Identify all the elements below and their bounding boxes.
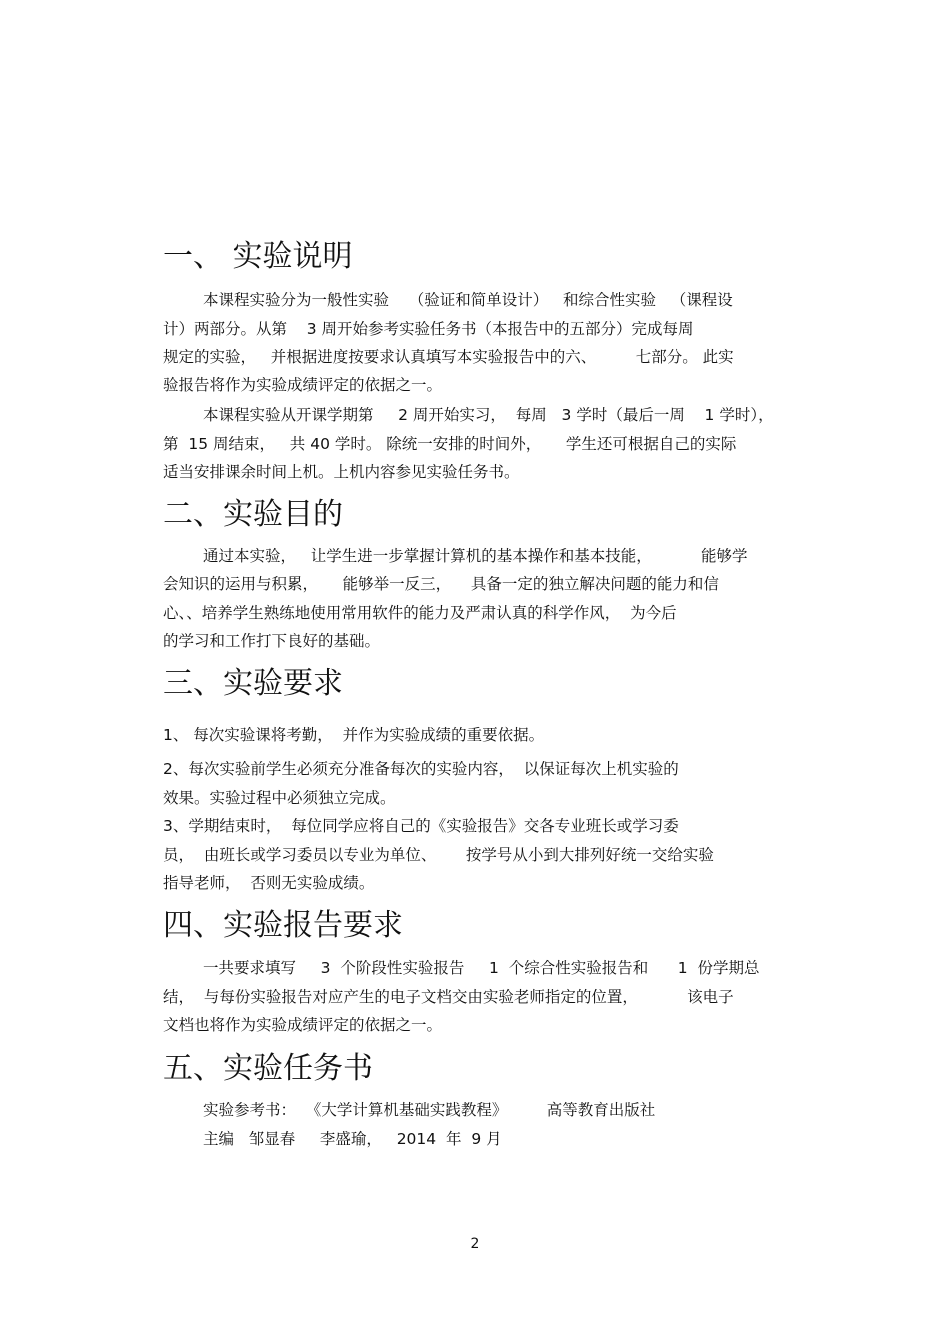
section-1-line-6: 第 15 周结束， 共 40 学时。 除统一安排的时间外， 学生还可根据自己的实际 — [163, 435, 737, 453]
section-heading-4: 四、实验报告要求 — [163, 908, 403, 943]
section-5-line-2: 主编 邹显春 李盛瑜， 2014 年 9 月 — [203, 1130, 502, 1148]
section-2-line-2: 会知识的运用与积累， 能够举一反三， 具备一定的独立解决问题的能力和信 — [163, 575, 719, 593]
section-3-line-6: 指导老师， 否则无实验成绩。 — [163, 874, 375, 892]
section-heading-1: 一、 实验说明 — [163, 239, 353, 274]
section-3-line-2: 2、每次实验前学生必须充分准备每次的实验内容， 以保证每次上机实验的 — [163, 760, 679, 778]
section-1-line-1: 本课程实验分为一般性实验 （验证和简单设计） 和综合性实验 （课程设 — [203, 291, 733, 309]
section-2-line-1: 通过本实验， 让学生进一步掌握计算机的基本操作和基本技能， 能够学 — [203, 547, 748, 565]
section-3-line-5: 员， 由班长或学习委员以专业为单位、 按学号从小到大排列好统一交给实验 — [163, 846, 714, 864]
section-1-line-4: 验报告将作为实验成绩评定的依据之一。 — [163, 376, 443, 394]
section-heading-3: 三、实验要求 — [163, 666, 343, 701]
section-2-line-4: 的学习和工作打下良好的基础。 — [163, 632, 381, 650]
section-5-line-1: 实验参考书： 《大学计算机基础实践教程》 高等教育出版社 — [203, 1101, 656, 1119]
section-4-line-1: 一共要求填写 3 个阶段性实验报告 1 个综合性实验报告和 1 份学期总 — [203, 959, 760, 977]
section-3-line-4: 3、学期结束时， 每位同学应将自己的《实验报告》交各专业班长或学习委 — [163, 817, 679, 835]
section-3-line-1: 1、 每次实验课将考勤， 并作为实验成绩的重要依据。 — [163, 726, 545, 744]
page-number: 2 — [470, 1236, 480, 1252]
section-heading-5: 五、实验任务书 — [163, 1051, 373, 1086]
section-1-line-5: 本课程实验从开课学期第 2 周开始实习， 每周 3 学时（最后一周 1 学时）， — [203, 406, 774, 424]
section-4-line-3: 文档也将作为实验成绩评定的依据之一。 — [163, 1016, 443, 1034]
section-4-line-2: 结， 与每份实验报告对应产生的电子文档交由实验老师指定的位置， 该电子 — [163, 988, 734, 1006]
section-3-line-3: 效果。实验过程中必须独立完成。 — [163, 789, 396, 807]
section-1-line-2: 计）两部分。从第 3 周开始参考实验任务书（本报告中的五部分）完成每周 — [163, 320, 694, 338]
section-2-line-3: 心、、培养学生熟练地使用常用软件的能力及严肃认真的科学作风， 为今后 — [163, 604, 677, 622]
section-1-line-3: 规定的实验， 并根据进度按要求认真填写本实验报告中的六、 七部分。 此实 — [163, 348, 734, 366]
section-heading-2: 二、实验目的 — [163, 497, 343, 532]
section-1-line-7: 适当安排课余时间上机。上机内容参见实验任务书。 — [163, 463, 520, 481]
